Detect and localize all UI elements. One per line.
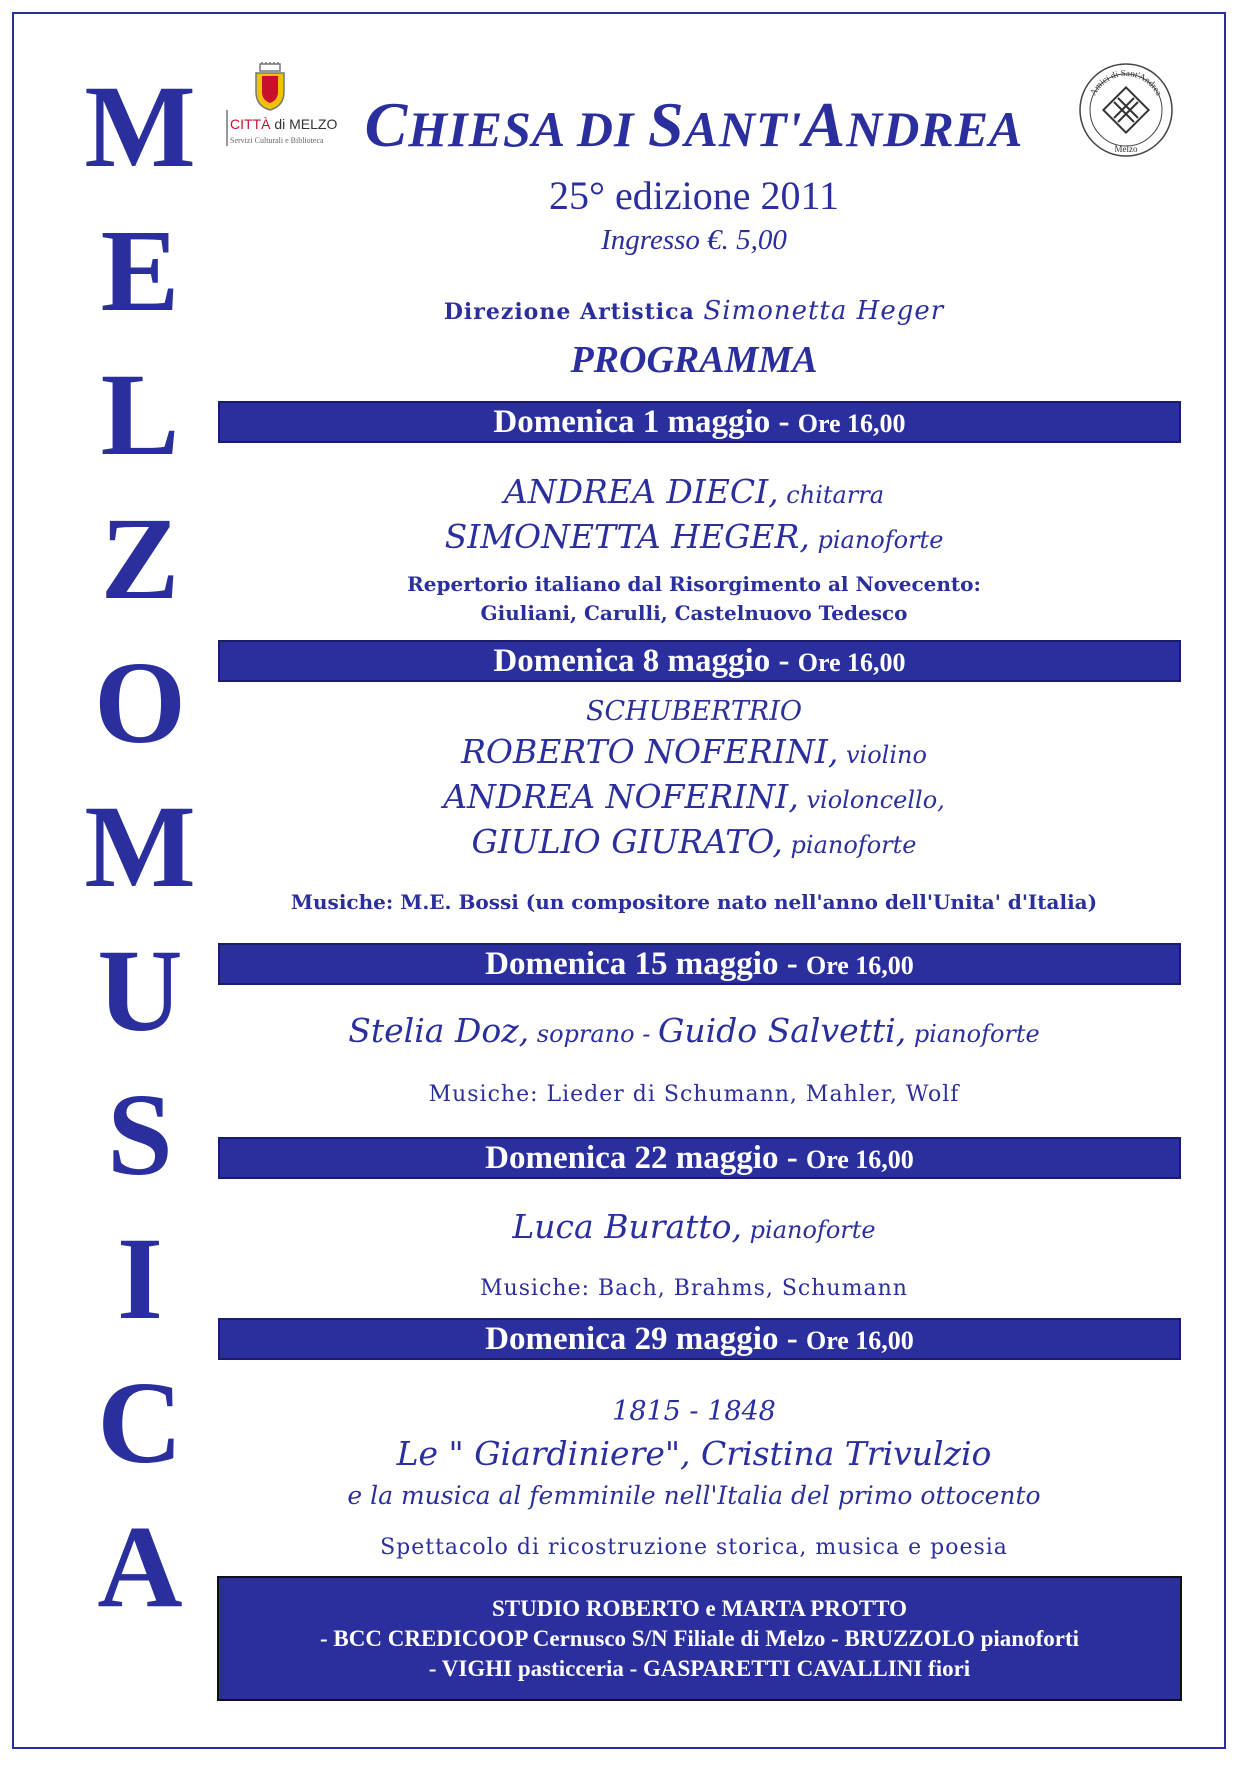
- title-letter: O: [94, 637, 186, 768]
- event-date: Domenica 8 maggio -: [493, 643, 798, 679]
- sponsors-box: [217, 1576, 1182, 1701]
- program-note: Spettacolo di ricostruzione storica, musica e poesia: [380, 1535, 1008, 1560]
- performer-name: Guido Salvetti,: [657, 1011, 907, 1050]
- performer-name: Stelia Doz,: [348, 1011, 530, 1050]
- event-time: Ore 16,00: [805, 951, 914, 980]
- program-note: Musiche: M.E. Bossi (un compositore nato nell'anno dell'Unita' d'Italia): [290, 890, 1098, 914]
- title-letter: Z: [100, 493, 180, 624]
- performer-role: pianoforte: [742, 1216, 876, 1244]
- event-date-bar: [218, 1318, 1181, 1360]
- programma-heading: PROGRAMMA: [570, 339, 818, 381]
- direction-label: Direzione Artistica: [443, 299, 695, 325]
- entry-price: Ingresso €. 5,00: [601, 224, 787, 256]
- event-date-bar: [218, 1137, 1181, 1179]
- performer-role: soprano -: [529, 1020, 658, 1048]
- title-part: HIESA DI: [408, 101, 648, 157]
- event-date: Domenica 1 maggio -: [493, 404, 798, 440]
- title-letter: A: [97, 1501, 183, 1632]
- artistic-direction: [214, 296, 1174, 326]
- performer-line: [214, 1207, 1174, 1246]
- performer-role: violino: [838, 741, 927, 769]
- event-date: Domenica 22 maggio -: [485, 1140, 806, 1176]
- event-date-bar: [218, 943, 1181, 985]
- performer-role: violoncello,: [798, 786, 945, 814]
- performer-role: chitarra: [778, 481, 885, 509]
- event-date-bar: [218, 401, 1181, 443]
- title-letter: E: [100, 205, 180, 336]
- title-part: A: [802, 89, 847, 160]
- ensemble-name: SCHUBERTRIO: [586, 696, 802, 727]
- event-date: Domenica 15 maggio -: [485, 946, 806, 982]
- title-part: S: [647, 89, 685, 160]
- event-time: Ore 16,00: [805, 1326, 914, 1355]
- performer-line: [214, 822, 1174, 861]
- title-letter: M: [84, 61, 196, 192]
- title-letter: I: [117, 1213, 163, 1344]
- performer-name: ANDREA DIECI,: [503, 472, 779, 511]
- title-part: C: [364, 89, 409, 160]
- logo-arc-text-bottom: Melzo: [1114, 144, 1138, 154]
- event-years: 1815 - 1848: [612, 1396, 776, 1427]
- performer-name: SIMONETTA HEGER,: [444, 517, 810, 556]
- performer-name: ROBERTO NOFERINI,: [461, 732, 839, 771]
- performer-line: [214, 517, 1174, 556]
- sponsor-line: - VIGHI pasticceria - GASPARETTI CAVALLINI fiori: [428, 1656, 971, 1681]
- performer-name: Luca Buratto,: [512, 1207, 743, 1246]
- performer-line: [214, 732, 1174, 771]
- event-time: Ore 16,00: [805, 1145, 914, 1174]
- event-date-bar: [218, 640, 1181, 682]
- title-part: ANT': [684, 101, 803, 157]
- title-part: NDREA: [846, 101, 1024, 157]
- title-letter: U: [97, 925, 183, 1056]
- program-note: Repertorio italiano dal Risorgimento al Novecento:: [407, 572, 981, 596]
- performer-name: GIULIO GIURATO,: [471, 822, 783, 861]
- performer-line: [214, 1011, 1174, 1050]
- event-time: Ore 16,00: [797, 648, 906, 677]
- performer-line: [214, 777, 1174, 816]
- event-date: Domenica 29 maggio -: [485, 1321, 806, 1357]
- logo-arc-text-top: Amici di Sant'Andrea: [1087, 67, 1165, 98]
- title-letter: S: [107, 1069, 173, 1200]
- performer-name: ANDREA NOFERINI,: [443, 777, 799, 816]
- direction-name: Simonetta Heger: [703, 296, 945, 326]
- event-time: Ore 16,00: [797, 409, 906, 438]
- performer-role: pianoforte: [782, 831, 917, 859]
- title-letter: L: [100, 349, 180, 480]
- logo-name-suffix: di MELZO: [274, 116, 338, 132]
- logo-name-prefix: CITTÀ: [230, 116, 271, 132]
- program-note: Giuliani, Carulli, Castelnuovo Tedesco: [480, 601, 908, 625]
- program-note: Musiche: Bach, Brahms, Schumann: [480, 1276, 908, 1301]
- performer-role: pianoforte: [809, 526, 944, 554]
- title-letter: M: [84, 781, 196, 912]
- event-subtitle: e la musica al femminile nell'Italia del primo ottocento: [347, 1481, 1041, 1510]
- title-letter: C: [97, 1357, 183, 1488]
- edition: 25° edizione 2011: [549, 173, 839, 218]
- sponsor-line: STUDIO ROBERTO e MARTA PROTTO: [492, 1596, 907, 1621]
- sponsor-line: - BCC CREDICOOP Cernusco S/N Filiale di Melzo - BRUZZOLO pianoforti: [320, 1626, 1079, 1651]
- performer-role: pianoforte: [906, 1020, 1040, 1048]
- performer-line: [214, 472, 1174, 511]
- logo-subtitle: Servizi Culturali e Biblioteca: [230, 136, 324, 145]
- page-title: [214, 88, 1174, 162]
- program-note: Musiche: Lieder di Schumann, Mahler, Wolf: [428, 1082, 960, 1107]
- event-title: Le " Giardiniere", Cristina Trivulzio: [396, 1434, 992, 1473]
